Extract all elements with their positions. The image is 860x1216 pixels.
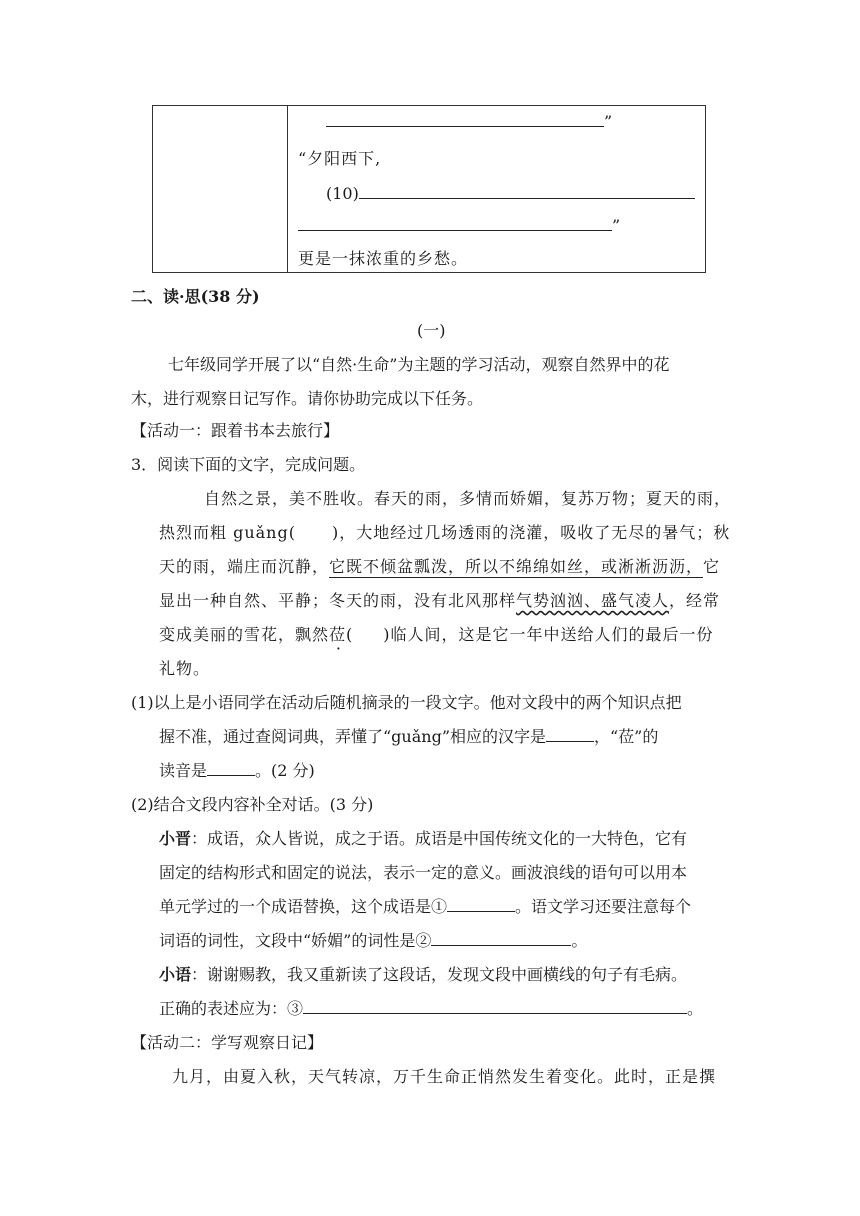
intro-line-2: 木，进行观察日记写作。请你协助完成以下任务。 bbox=[131, 389, 484, 408]
emphasis-char: 莅 bbox=[329, 625, 347, 644]
passage-line-5: 变成美丽的雪花，飘然莅( )临人间，这是它一年中送给人们的最后一份 bbox=[159, 625, 714, 644]
section-heading: 二、读·思(38 分) bbox=[131, 287, 260, 306]
q3-2-line-1: (2)结合文段内容补全对话。(3 分) bbox=[131, 795, 374, 814]
xiaojin-line-4: 词语的词性，文段中“娇媚”的词性是② 。 bbox=[159, 931, 588, 950]
activity-2-line-1: 九月，由夏入秋，天气转凉，万千生命正悄然发生着变化。此时，正是撰 bbox=[172, 1067, 717, 1086]
xiaoyu-line-1: 小语：谢谢赐教，我又重新读了这段话，发现文段中画横线的句子有毛病。 bbox=[159, 965, 688, 984]
q3-1-line-2: 握不准，通过查阅词典，弄懂了“guǎng”相应的汉字是 ，“莅”的 bbox=[159, 727, 659, 746]
answer-blank[interactable] bbox=[298, 214, 612, 231]
answer-blank-1[interactable] bbox=[447, 895, 515, 912]
xiaojin-line-2: 固定的结构形式和固定的说法，表示一定的意义。画波浪线的语句可以用本 bbox=[159, 863, 688, 882]
table-divider bbox=[287, 105, 288, 273]
table-line-2: “夕阳西下, bbox=[298, 149, 382, 168]
answer-blank-10[interactable] bbox=[359, 182, 695, 199]
activity-2-label: 【活动二：学写观察日记】 bbox=[131, 1033, 324, 1052]
table-line-3: (10) bbox=[326, 182, 695, 203]
table-line-1: ” bbox=[326, 110, 613, 131]
q3-1-line-3: 读音是 。(2 分) bbox=[159, 761, 315, 780]
xiaoyu-line-2: 正确的表述应为：③ 。 bbox=[159, 999, 704, 1018]
table-line-5: 更是一抹浓重的乡愁。 bbox=[298, 249, 469, 268]
xiaojin-line-3: 单元学过的一个成语替换，这个成语是① 。语文学习还要注意每个 bbox=[159, 897, 692, 916]
passage-line-6: 礼物。 bbox=[159, 659, 211, 678]
answer-blank-li[interactable] bbox=[207, 759, 255, 776]
passage-line-1: 自然之景，美不胜收。春天的雨，多情而娇媚，复苏万物；夏天的雨， bbox=[204, 489, 732, 508]
intro-line-1: 七年级同学开展了以“自然·生命”为主题的学习活动，观察自然界中的花 bbox=[168, 355, 670, 374]
q3-1-line-1: (1)以上是小语同学在活动后随机摘录的一段文字。他对文段中的两个知识点把 bbox=[131, 693, 682, 712]
xiaojin-line-1: 小晋：成语，众人皆说，成之于语。成语是中国传统文化的一大特色，它有 bbox=[159, 829, 688, 848]
answer-blank[interactable] bbox=[326, 110, 604, 127]
passage-line-3: 天的雨，端庄而沉静，它既不倾盆瓢泼，所以不绵绵如丝，或淅淅沥沥，它 bbox=[159, 557, 721, 576]
passage-line-2: 热烈而粗 guǎng( )，大地经过几场透雨的浇灌，吸收了无尽的暑气；秋 bbox=[159, 523, 731, 542]
subsection-heading: (一) bbox=[417, 321, 446, 340]
activity-1-label: 【活动一：跟着书本去旅行】 bbox=[131, 421, 340, 440]
answer-blank-2[interactable] bbox=[431, 929, 571, 946]
answer-blank-3[interactable] bbox=[303, 997, 687, 1014]
table-line-4: ” bbox=[298, 214, 621, 235]
wavy-underlined-phrase: 气势汹汹、盛气凌人 bbox=[516, 591, 670, 610]
passage-line-4: 显出一种自然、平静；冬天的雨，没有北风那样气势汹汹、盛气凌人，经常 bbox=[159, 591, 721, 610]
underlined-sentence: 它既不倾盆瓢泼，所以不绵绵如丝，或淅淅沥沥， bbox=[329, 557, 704, 576]
question-3-stem: 3．阅读下面的文字，完成问题。 bbox=[131, 455, 366, 474]
answer-blank-guang[interactable] bbox=[546, 725, 594, 742]
